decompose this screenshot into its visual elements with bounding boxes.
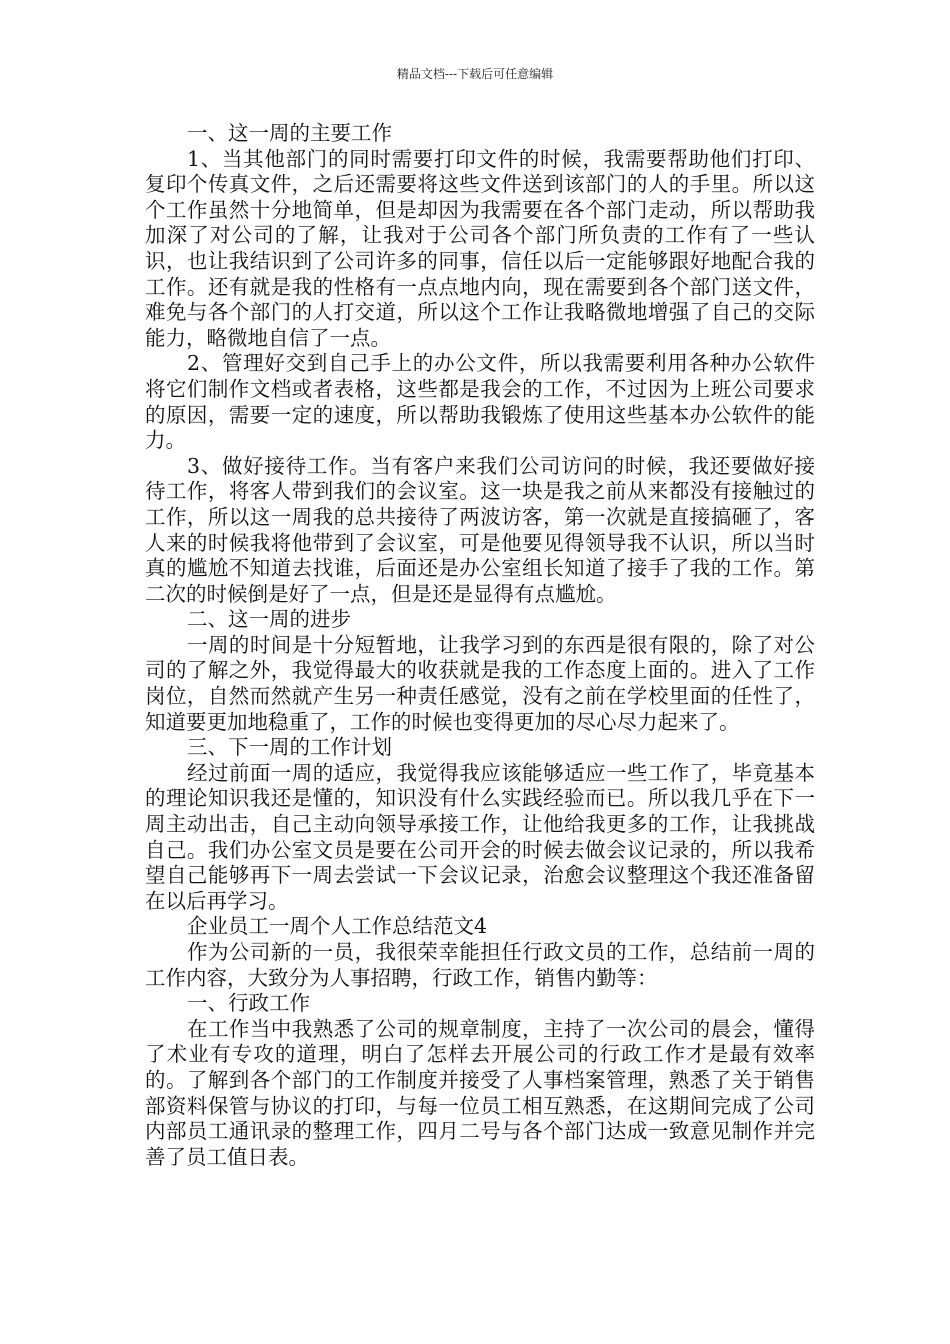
body-paragraph: 作为公司新的一员，我很荣幸能担任行政文员的工作，总结前一周的工作内容，大致分为人事招聘，行政工作，销售内勤等：	[145, 940, 815, 990]
body-paragraph: 一周的时间是十分短暂地，让我学习到的东西是很有限的，除了对公司的了解之外，我觉得最大的收获就是我的工作态度上面的。进入了工作岗位，自然而然就产生另一种责任感觉，没有之前在学校里面的任性了，知道要更加地稳重了，工作的时候也变得更加的尽心尽力起来了。	[145, 632, 815, 734]
section-heading: 一、这一周的主要工作	[187, 121, 392, 145]
body-paragraph: 在工作当中我熟悉了公司的规章制度，主持了一次公司的晨会，懂得了术业有专攻的道理，明白了怎样去开展公司的行政工作才是最有效率的。了解到各个部门的工作制度并接受了人事档案管理，熟悉了关于销售部资料保管与协议的打印，与每一位员工相互熟悉，在这期间完成了公司内部员工通讯录的整理工作，四月二号与各个部门达成一致意见制作并完善了员工值日表。	[145, 1016, 815, 1169]
section-heading: 一、行政工作	[187, 991, 310, 1016]
body-paragraph: 3、做好接待工作。当有客户来我们公司访问的时候，我还要做好接待工作，将客人带到我们的会议室。这一块是我之前从来都没有接触过的工作，所以这一周我的总共接待了两波访客，第一次就是直接搞砸了，客人来的时候我将他带到了会议室，可是他要见得领导我不认识，所以当时真的尴尬不知道去找谁，后面还是办公室组长知道了接手了我的工作。第二次的时候倒是好了一点，但是还是显得有点尴尬。	[145, 453, 815, 606]
body-paragraph: 1、当其他部门的同时需要打印文件的时候，我需要帮助他们打印、复印个传真文件，之后还需要将这些文件送到该部门的人的手里。所以这个工作虽然十分地简单，但是却因为我需要在各个部门走动，所以帮助我加深了对公司的了解，让我对于公司各个部门所负责的工作有了一些认识，也让我结识到了公司许多的同事，信任以后一定能够跟好地配合我的工作。还有就是我的性格有一点点地内向，现在需要到各个部门送文件，难免与各个部门的人打交道，所以这个工作让我略微地增强了自己的交际能力，略微地自信了一点。	[145, 146, 815, 350]
body-paragraph: 经过前面一周的适应，我觉得我应该能够适应一些工作了，毕竟基本的理论知识我还是懂的，知识没有什么实践经验而已。所以我几乎在下一周主动出击，自己主动向领导承接工作，让他给我更多的工作，让我挑战自己。我们办公室文员是要在公司开会的时候去做会议记录的，所以我希望自己能够再下一周去尝试一下会议记录，治愈会议整理这个我还准备留在以后再学习。	[145, 760, 815, 913]
section-heading: 二、这一周的进步	[187, 607, 351, 632]
document-body	[145, 121, 815, 1170]
page-header: 精品文档---下载后可任意编辑	[396, 67, 554, 81]
body-paragraph: 2、管理好交到自己手上的办公文件，所以我需要利用各种办公软件将它们制作文档或者表格，这些都是我会的工作，不过因为上班公司要求的原因，需要一定的速度，所以帮助我锻炼了使用这些基本办公软件的能力。	[145, 351, 815, 453]
document-subtitle: 企业员工一周个人工作总结范文4	[187, 914, 488, 939]
section-heading: 三、下一周的工作计划	[187, 735, 392, 760]
